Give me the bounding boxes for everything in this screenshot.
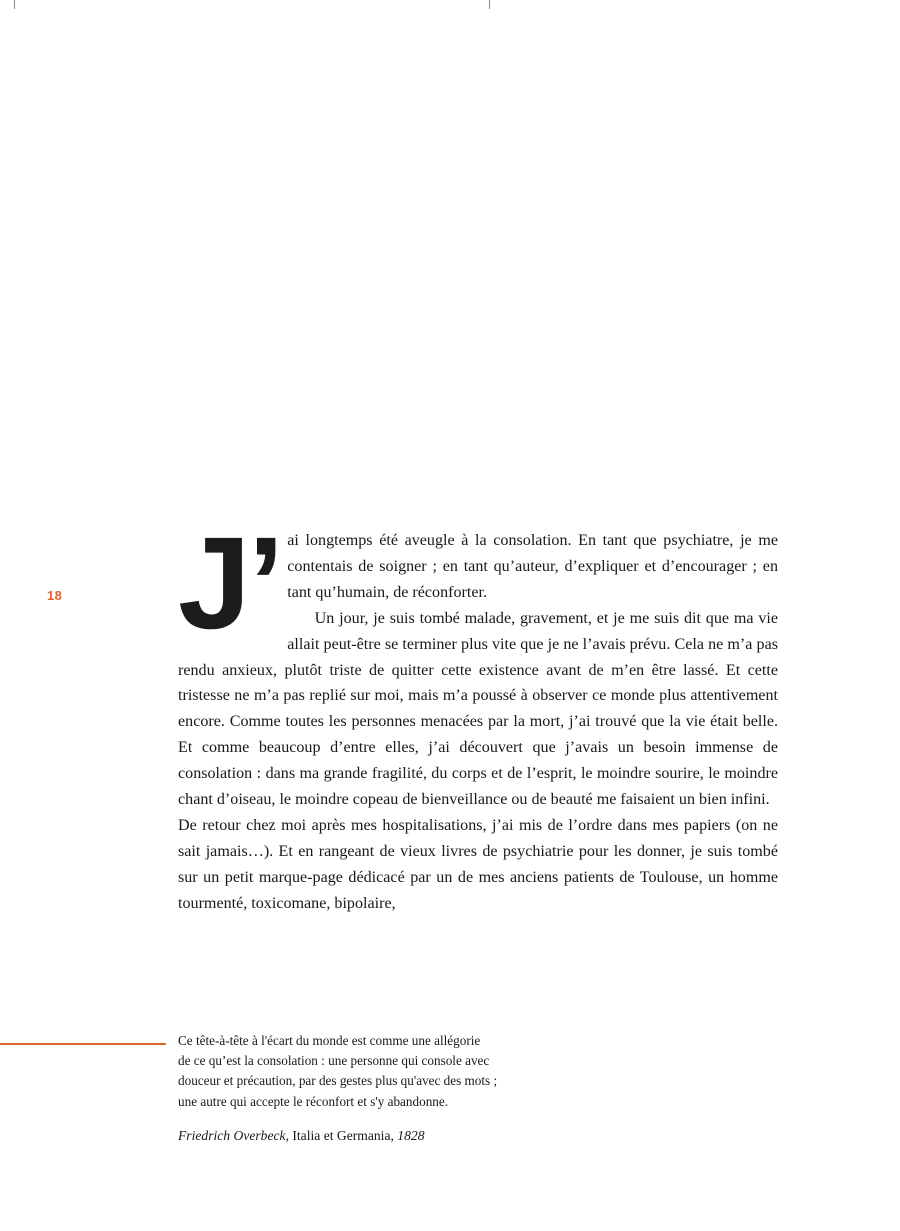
drop-cap: J’ xyxy=(178,509,282,656)
caption-line-4: une autre qui accepte le réconfort et s'y abandonne. xyxy=(178,1093,449,1109)
credit-title: Italia et Germania, xyxy=(288,1127,398,1143)
caption-line-2: de ce qu’est la consolation : une personne qui console avec xyxy=(178,1053,490,1069)
paragraph-3: De retour chez moi après mes hospitalisations, j’ai mis de l’ordre dans mes papiers (on ne sait jamais…). Et en rangeant de vieux livres de psychiatrie pour les donner, je suis tombé sur un petit marque-page dédicacé par un de mes anciens patients de Toulouse, un homme tourmenté, toxicomane, bipolaire, xyxy=(178,816,778,912)
crop-mark-left-icon xyxy=(14,0,15,9)
main-text-column xyxy=(178,509,778,917)
caption-rule xyxy=(0,1043,166,1045)
credit-year: 1828 xyxy=(397,1127,425,1143)
paragraph-1: ai longtemps été aveugle à la consolation. En tant que psychiatre, je me contentais de soigner ; en tant qu’auteur, d’expliquer et d’encourager ; en tant qu’humain, de réconforter. xyxy=(287,532,778,601)
crop-mark-right-icon xyxy=(489,0,490,9)
credit-author: Friedrich Overbeck, xyxy=(178,1127,289,1143)
caption-line-3: douceur et précaution, par des gestes plus qu'avec des mots ; xyxy=(178,1073,498,1089)
caption-line-1: Ce tête-à-tête à l'écart du monde est comme une allégorie xyxy=(178,1033,481,1048)
caption-credit xyxy=(178,1126,598,1146)
page-number: 18 xyxy=(47,588,63,603)
paragraph-2: Un jour, je suis tombé malade, gravement, et je me suis dit que ma vie allait peut-être se terminer plus vite que je ne l’avais prévu. Cela ne m’a pas rendu anxieux, plutôt triste de quitter cette existence avant de m’en être lassé. Et cette tristesse ne m’a pas replié sur moi, mais m’a poussé à observer ce monde plus attentivement encore. Comme toutes les personnes menacées par la mort, j’ai trouvé que la vie était belle. Et comme beaucoup d’entre elles, j’ai découvert que j’avais un besoin immense de consolation : dans ma grande fragilité, du corps et de l’esprit, le moindre sourire, le moindre chant d’oiseau, le moindre copeau de bienveillance ou de beauté me faisaient un bien infini. xyxy=(178,609,778,809)
figure-caption xyxy=(178,1031,598,1146)
